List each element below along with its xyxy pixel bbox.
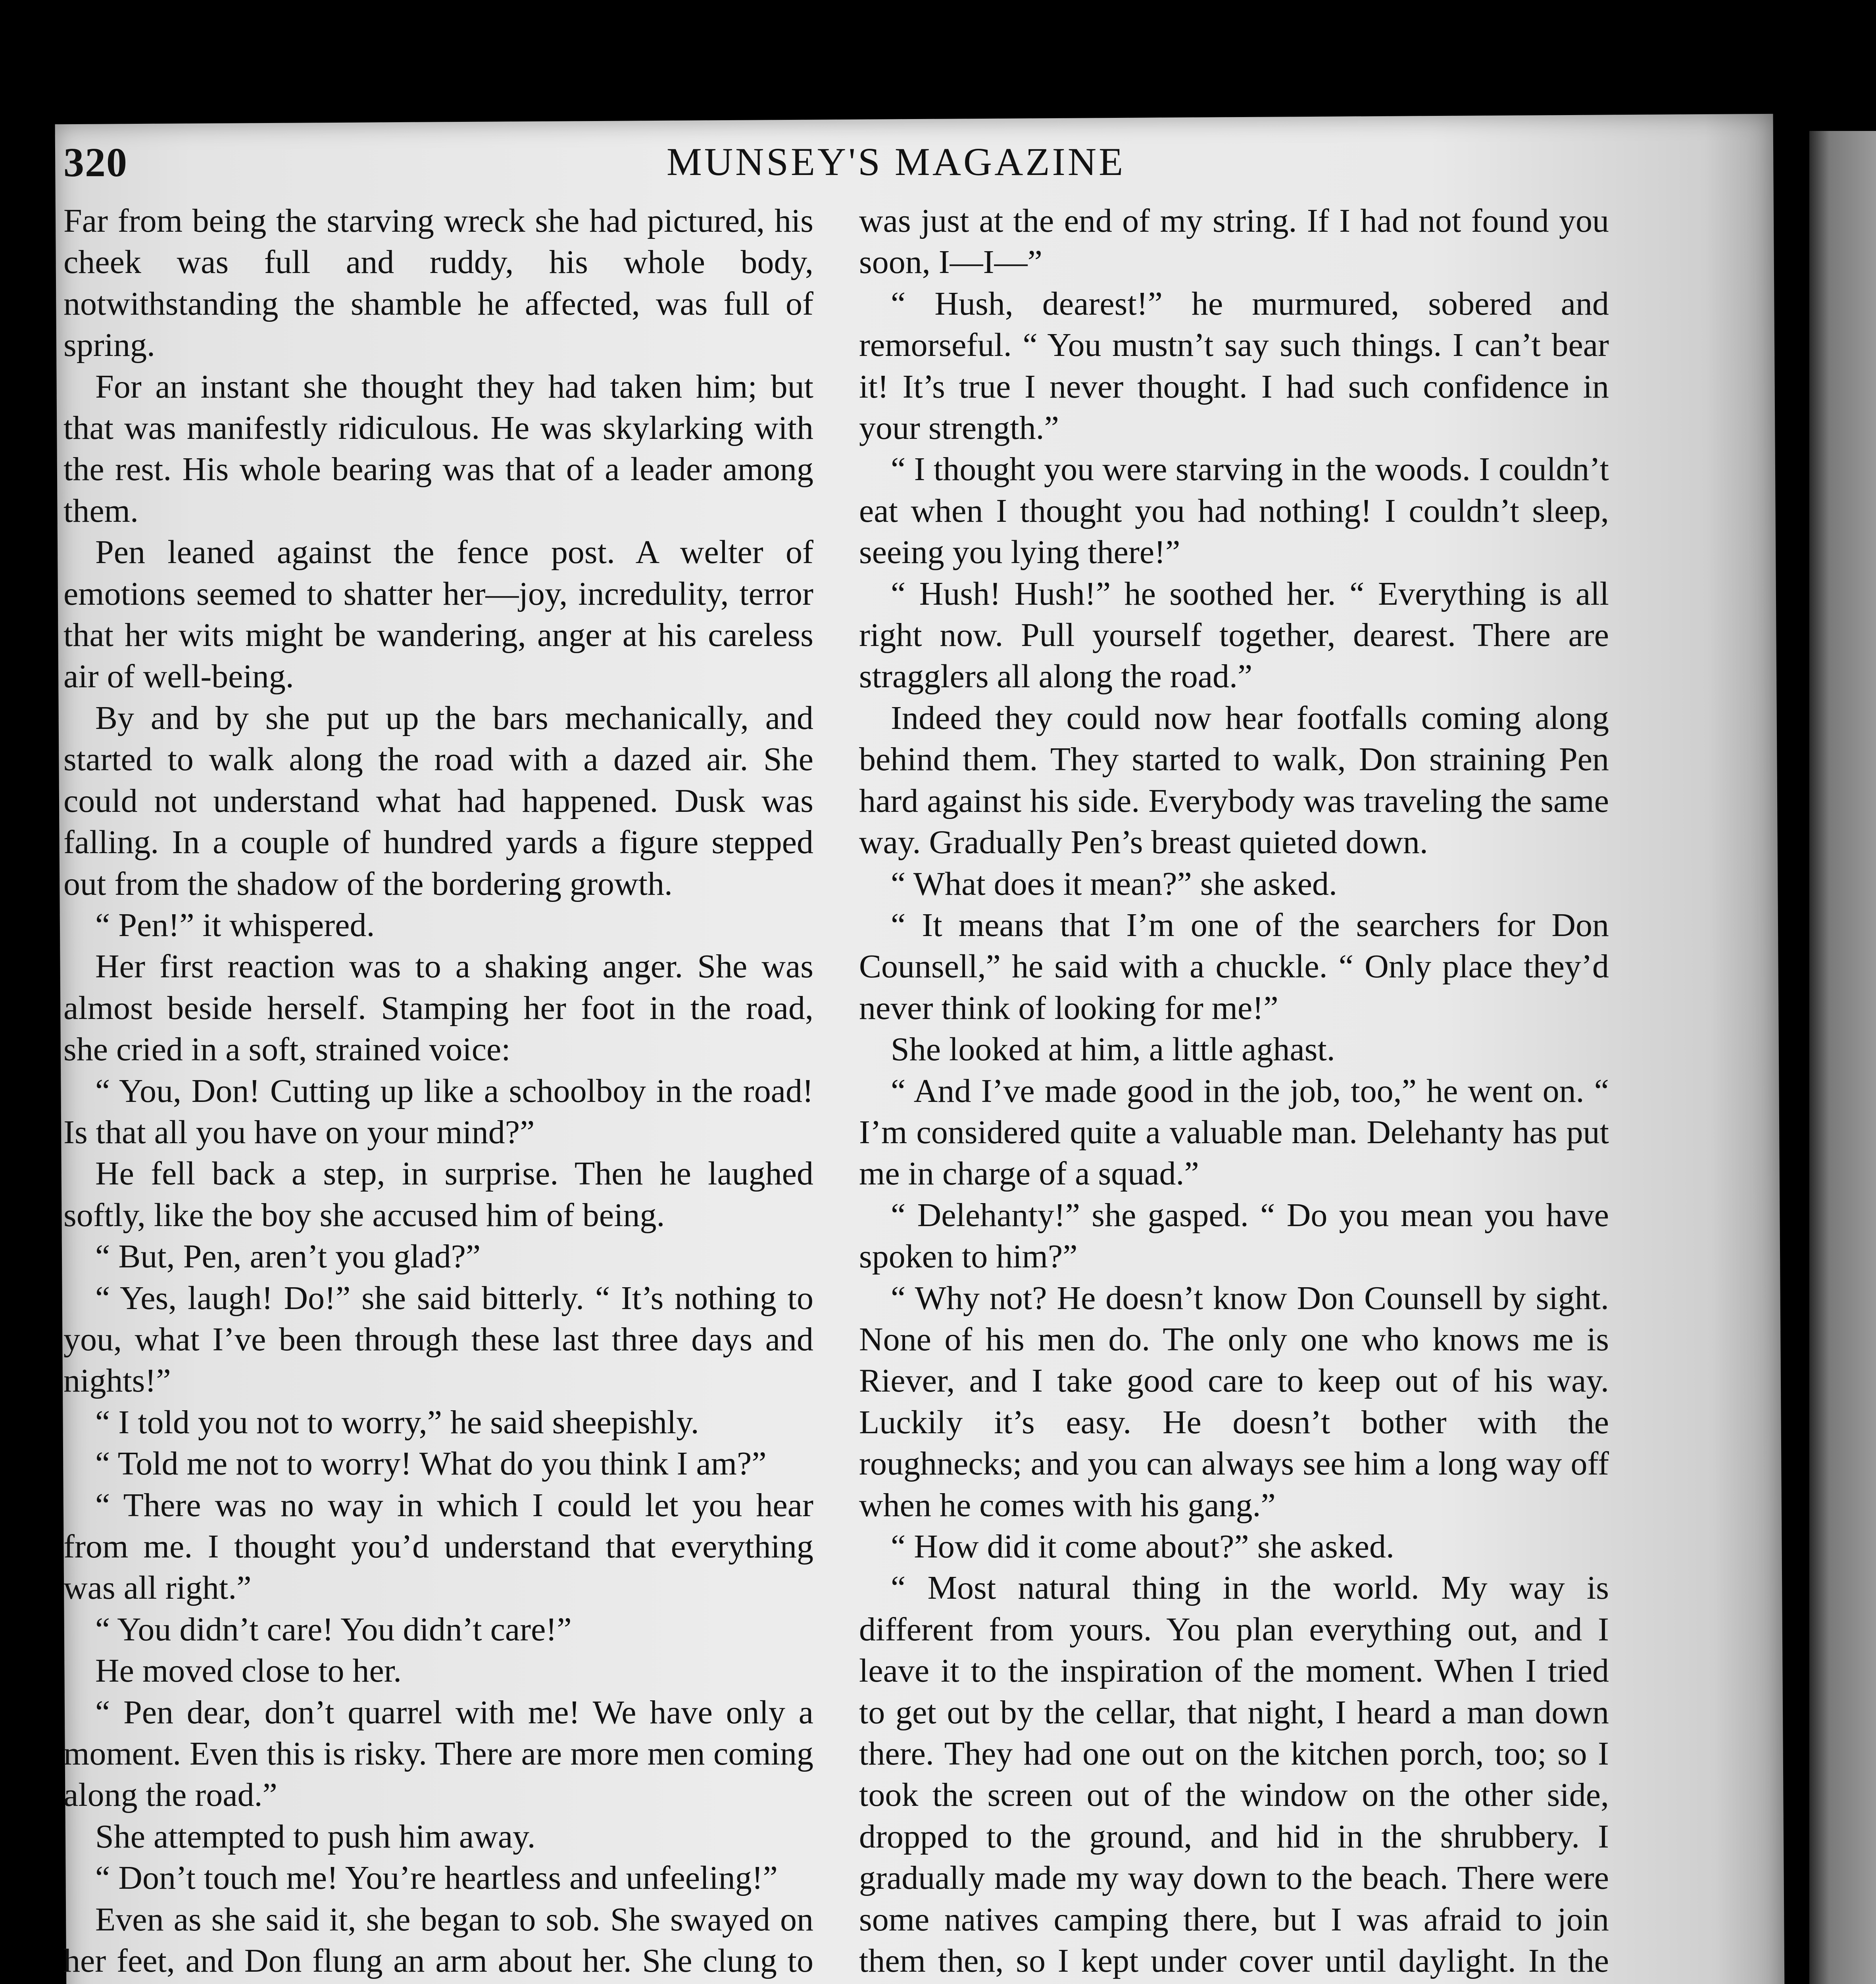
paragraph: He fell back a step, in surprise. Then he laughed softly, like the boy she accused him of being. xyxy=(63,1155,813,1234)
paragraph: was just at the end of my string. If I had not found you soon, I—I—” xyxy=(859,202,1609,281)
paragraph: “ Told me not to worry! What do you think I am?” xyxy=(95,1445,767,1482)
paragraph: “ Most natural thing in the world. My way is different from yours. You plan everything out, and I leave it to the inspiration of the moment. When I tried to get out by the cellar, that night, I heard a man down there. They had one out on the kitchen porch, too; so I took the screen out of the window on the other side, dropped to the ground, and hid in the shrubbery. I gradually made my way down to the beach. There were some natives camping there, but I was afraid to join them then, so I kept under cover until daylight. In the xyxy=(859,1569,1609,1980)
paragraph: “ You didn’t care! You didn’t care!” xyxy=(95,1611,572,1648)
page-header xyxy=(63,139,1651,190)
paragraph: By and by she put up the bars mechanically, and started to walk along the road with a dazed air. She could not understand what had happened. Dusk was falling. In a couple of hundred yards a figure stepped out from the shadow of the bordering growth. xyxy=(63,699,813,902)
right-text-column xyxy=(859,200,1609,1984)
paragraph: “ Pen dear, don’t quarrel with me! We have only a moment. Even this is risky. There are more men coming along the road.” xyxy=(63,1694,813,1814)
facing-page-edge xyxy=(1809,131,1876,1984)
paragraph: “ Hush! Hush!” he soothed her. “ Everything is all right now. Pull yourself together, dearest. There are stragglers all along the road.” xyxy=(859,575,1609,695)
paragraph: “ There was no way in which I could let you hear from me. I thought you’d understand that everything was all right.” xyxy=(63,1486,813,1607)
paragraph: She attempted to push him away. xyxy=(95,1818,536,1855)
paragraph: “ I thought you were starving in the woods. I couldn’t eat when I thought you had nothing! I couldn’t sleep, seeing you lying there!” xyxy=(859,451,1609,571)
paragraph: “ Yes, laugh! Do!” she said bitterly. “ It’s nothing to you, what I’ve been through these last three days and nights!” xyxy=(63,1279,813,1400)
paragraph: For an instant she thought they had taken him; but that was manifestly ridiculous. He was skylarking with the rest. His whole bearing was that of a leader among them. xyxy=(63,368,813,529)
paragraph: “ Hush, dearest!” he murmured, sobered and remorseful. “ You mustn’t say such things. I can’t bear it! It’s true I never thought. I had such confidence in your strength.” xyxy=(859,285,1609,447)
paragraph: “ And I’ve made good in the job, too,” he went on. “ I’m considered quite a valuable man. Delehanty has put me in charge of a squad.” xyxy=(859,1072,1609,1192)
paragraph: “ You, Don! Cutting up like a schoolboy in the road! Is that all you have on your mind?” xyxy=(63,1072,813,1151)
paragraph: Indeed they could now hear footfalls coming along behind them. They started to walk, Don straining Pen hard against his side. Everybody was traveling the same way. Gradually Pen’s breast quieted down. xyxy=(859,699,1609,861)
paragraph: “ Pen!” it whispered. xyxy=(95,906,375,944)
paragraph: “ It means that I’m one of the searchers for Don Counsell,” he said with a chuckle. “ Only place they’d never think of looking for me!” xyxy=(859,906,1609,1027)
paragraph: “ I told you not to worry,” he said sheepishly. xyxy=(95,1403,699,1441)
paragraph: “ But, Pen, aren’t you glad?” xyxy=(95,1238,481,1275)
running-head: MUNSEY'S MAGAZINE xyxy=(667,140,1126,184)
paragraph: “ How did it come about?” she asked. xyxy=(891,1528,1394,1565)
paragraph: She looked at him, a little aghast. xyxy=(891,1031,1335,1068)
paragraph: “ Don’t touch me! You’re heartless and unfeeling!” xyxy=(95,1859,778,1897)
paragraph: He moved close to her. xyxy=(95,1652,402,1690)
paragraph: Even as she said it, she began to sob. She swayed on her feet, and Don flung an arm about her. She clung to xyxy=(63,1901,813,1980)
paragraph: “ What does it mean?” she asked. xyxy=(891,865,1338,902)
left-text-column xyxy=(63,200,813,1984)
paragraph: “ Delehanty!” she gasped. “ Do you mean you have spoken to him?” xyxy=(859,1196,1609,1275)
paragraph: Her first reaction was to a shaking anger. She was almost beside herself. Stamping her foot in the road, she cried in a soft, strained voice: xyxy=(63,948,813,1068)
paragraph: “ Why not? He doesn’t know Don Counsell by sight. None of his men do. The only one who knows me is Riever, and I take good care to keep out of his way. Luckily it’s easy. He doesn’t bother with the roughnecks; and you can always see him a long way off when he comes with his gang.” xyxy=(859,1279,1609,1524)
paragraph: Pen leaned against the fence post. A welter of emotions seemed to shatter her—joy, incredulity, terror that her wits might be wandering, anger at his careless air of well-being. xyxy=(63,534,813,695)
paragraph: Far from being the starving wreck she had pictured, his cheek was full and ruddy, his whole body, notwithstanding the shamble he affected, was full of spring. xyxy=(63,202,813,364)
page-number: 320 xyxy=(63,140,128,185)
